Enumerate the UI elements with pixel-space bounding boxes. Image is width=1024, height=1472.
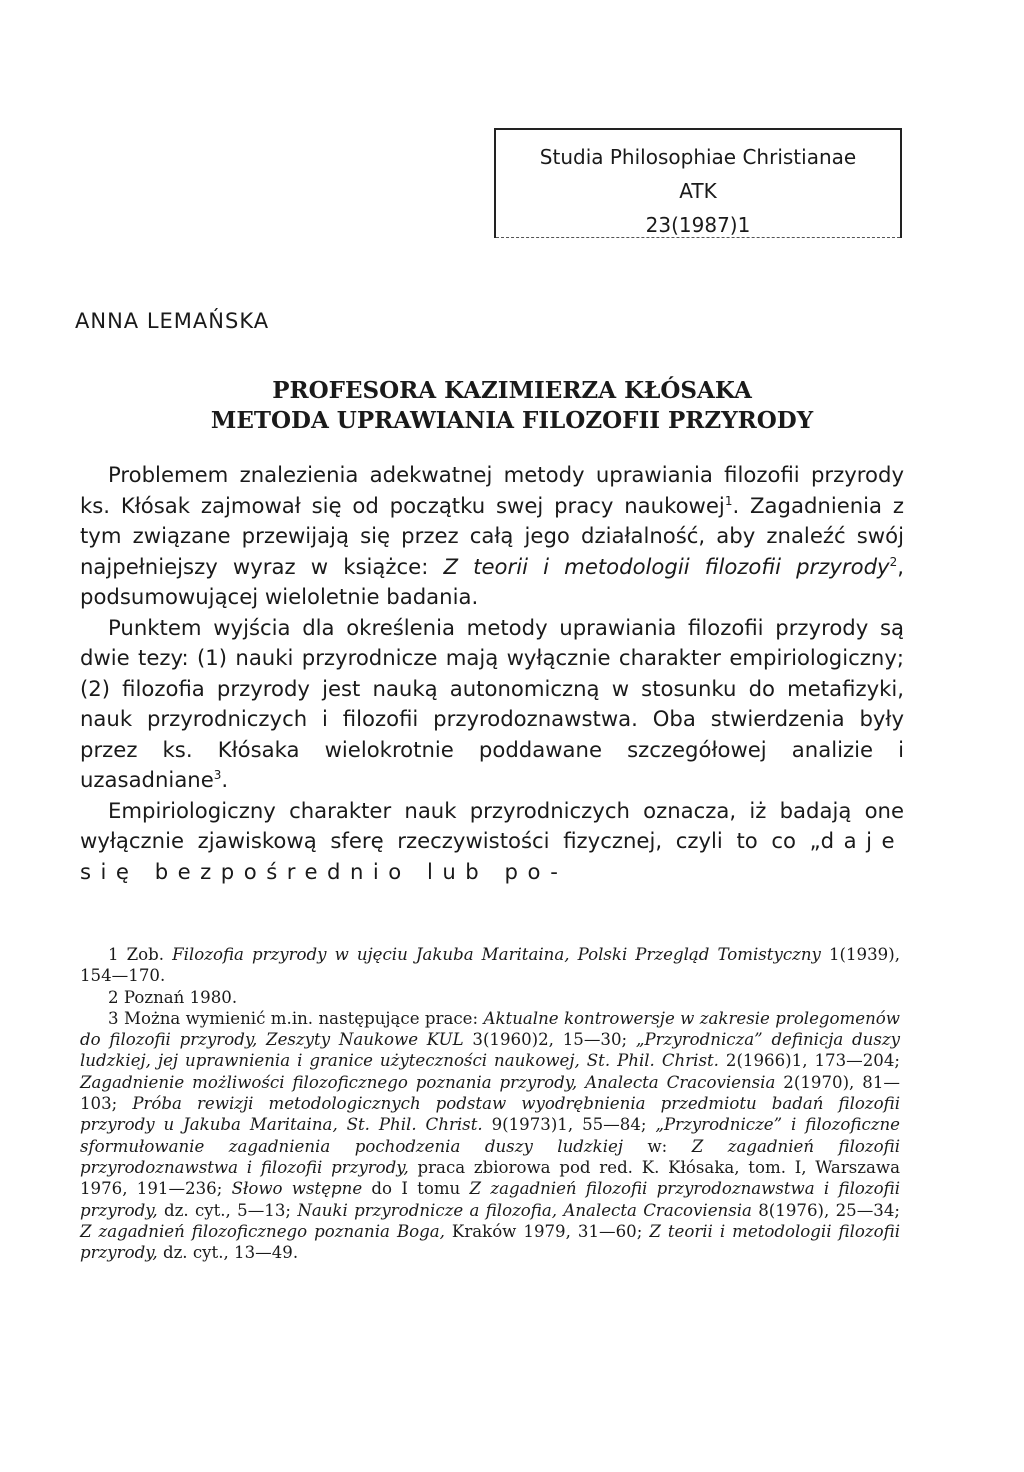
article-body bbox=[80, 460, 904, 887]
article-title bbox=[75, 376, 949, 436]
footnote-1-number: 1 bbox=[108, 945, 119, 964]
paragraph-1-text-b: . Zagadnienia z tym związane przewijają się przez całą jego działalność, aby znaleźć swój najpełniejszy wyraz w książce: bbox=[80, 492, 904, 579]
footnote-3-text: 2(1966)1, 173—204; bbox=[718, 1051, 900, 1071]
paragraph-2-text-b: . bbox=[221, 767, 229, 792]
journal-name: Studia Philosophiae Christianae bbox=[539, 145, 857, 169]
footnote-3-number: 3 bbox=[108, 1008, 119, 1028]
footnote-ref-3: 3 bbox=[213, 767, 222, 782]
title-line-1: PROFESORA KAZIMIERZA KŁÓSAKA bbox=[272, 377, 752, 404]
footnote-3-italic: „Przyrodnicze” i filozoficzne sformułowanie zagadnienia pochodzenia duszy ludzkiej bbox=[80, 1115, 900, 1156]
paragraph-1-text-a: Problemem znalezienia adekwatnej metody uprawiania filozofii przyrody ks. Kłósak zajmował się od początku swej pracy naukowej bbox=[80, 462, 904, 518]
journal-header-box bbox=[494, 128, 902, 238]
footnote-3-italic: Nauki przyrodnicze a filozofia, Analecta Cracoviensia bbox=[297, 1200, 752, 1220]
footnote-3-text: 2(1970), 81—103; bbox=[80, 1072, 900, 1114]
footnote-3-italic: Z zagadnień filozoficznego poznania Boga, bbox=[80, 1221, 445, 1241]
footnotes bbox=[80, 944, 900, 1263]
paragraph-1-text-c: , podsumowującej wieloletnie badania. bbox=[80, 553, 904, 609]
book-title: Z teorii i metodologii filozofii przyrody bbox=[443, 553, 890, 579]
paragraph-3-text-a: Empiriologiczny charakter nauk przyrodniczych oznacza, iż badają one wyłącznie zjawiskową sferę rzeczywistości fizycznej, czyli to co „ bbox=[80, 797, 904, 853]
footnote-3-text: dz. cyt., 13—49. bbox=[157, 1243, 299, 1263]
footnote-1-text: 1(1939), 154—170. bbox=[80, 945, 900, 986]
footnote-3-text: Kraków 1979, 31—60; bbox=[444, 1221, 650, 1241]
footnote-3-italic: Próba rewizji metodologicznych podstaw wyodrębnienia przedmiotu badań filozofii przyrody u Jakuba Maritaina, St. Phil. Christ. bbox=[80, 1094, 900, 1135]
footnote-3-text: praca zbiorowa pod red. K. Kłósaka, tom. I, Warszawa 1976, 191—236; bbox=[80, 1157, 900, 1199]
footnote-3-italic: Słowo wstępne bbox=[231, 1179, 363, 1199]
footnote-1 bbox=[80, 944, 900, 987]
footnote-3-italic: Z zagadnień filozofii przyrodoznawstwa i filozofii przyrody, bbox=[80, 1179, 900, 1220]
paragraph-3 bbox=[80, 796, 904, 888]
journal-issue: 23(1987)1 bbox=[645, 213, 751, 237]
footnote-1-italic: Filozofia przyrody w ujęciu Jakuba Maritaina, Polski Przegląd Tomistyczny bbox=[172, 945, 821, 964]
paragraph-2 bbox=[80, 613, 904, 796]
footnote-2 bbox=[80, 987, 900, 1008]
footnote-3-italic: „Przyrodnicza” definicja duszy ludzkiej, jej uprawnienia i granice użyteczności naukowej, St. Phil. Christ. bbox=[80, 1030, 900, 1071]
footnote-3-italic: Z teorii i metodologii filozofii przyrody, bbox=[80, 1221, 900, 1263]
footnote-3 bbox=[80, 1008, 900, 1264]
footnote-3-italic: Z zagadnień filozofii przyrodoznawstwa i filozofii przyrody, bbox=[80, 1136, 900, 1177]
author-name: ANNA LEMAŃSKA bbox=[75, 309, 270, 333]
footnote-3-text: w: bbox=[622, 1136, 692, 1156]
footnote-3-text: 8(1976), 25—34; bbox=[751, 1200, 900, 1220]
footnote-3-text: Można wymienić m.in. następujące prace: bbox=[123, 1008, 484, 1028]
footnote-3-text: 9(1973)1, 55—84; bbox=[482, 1115, 656, 1135]
footnote-2-text: Poznań 1980. bbox=[123, 987, 238, 1007]
paragraph-2-text-a: Punktem wyjścia dla określenia metody uprawiania filozofii przyrody są dwie tezy: (1) nauki przyrodnicze mają wyłącznie charakter empiriologiczny; (2) filozofia przyrody jest nauką autonomiczną w stosunku do metafizyki, nauk przyrodniczych i filozofii przyrodoznawstwa. Oba stwierdzenia były przez ks. Kłósaka wielokrotnie poddawane szczegółowej analizie i uzasadniane bbox=[80, 614, 904, 792]
paragraph-1 bbox=[80, 460, 904, 613]
footnote-3-italic: Zagadnienie możliwości filozoficznego poznania przyrody, Analecta Cracoviensia bbox=[80, 1072, 776, 1092]
footnote-ref-1: 1 bbox=[724, 493, 733, 508]
footnote-3-text: dz. cyt., 5—13; bbox=[157, 1200, 298, 1220]
footnote-2-number: 2 bbox=[108, 987, 119, 1007]
title-line-2: METODA UPRAWIANIA FILOZOFII PRZYRODY bbox=[210, 407, 814, 434]
footnote-3-text: 3(1960)2, 15—30; bbox=[463, 1030, 636, 1050]
footnote-1-text: Zob. bbox=[126, 945, 173, 964]
footnote-ref-2: 2 bbox=[889, 554, 898, 569]
paragraph-3-spaced-text: daje się bezpośrednio lub po- bbox=[80, 828, 904, 884]
footnote-3-text: do I tomu bbox=[362, 1179, 470, 1199]
journal-publisher: ATK bbox=[679, 179, 717, 203]
footnote-3-italic: Aktualne kontrowersje w zakresie prolegomenów do filozofii przyrody, Zeszyty Naukowe KUL bbox=[80, 1008, 900, 1050]
header-box-bottom-line bbox=[496, 237, 900, 238]
